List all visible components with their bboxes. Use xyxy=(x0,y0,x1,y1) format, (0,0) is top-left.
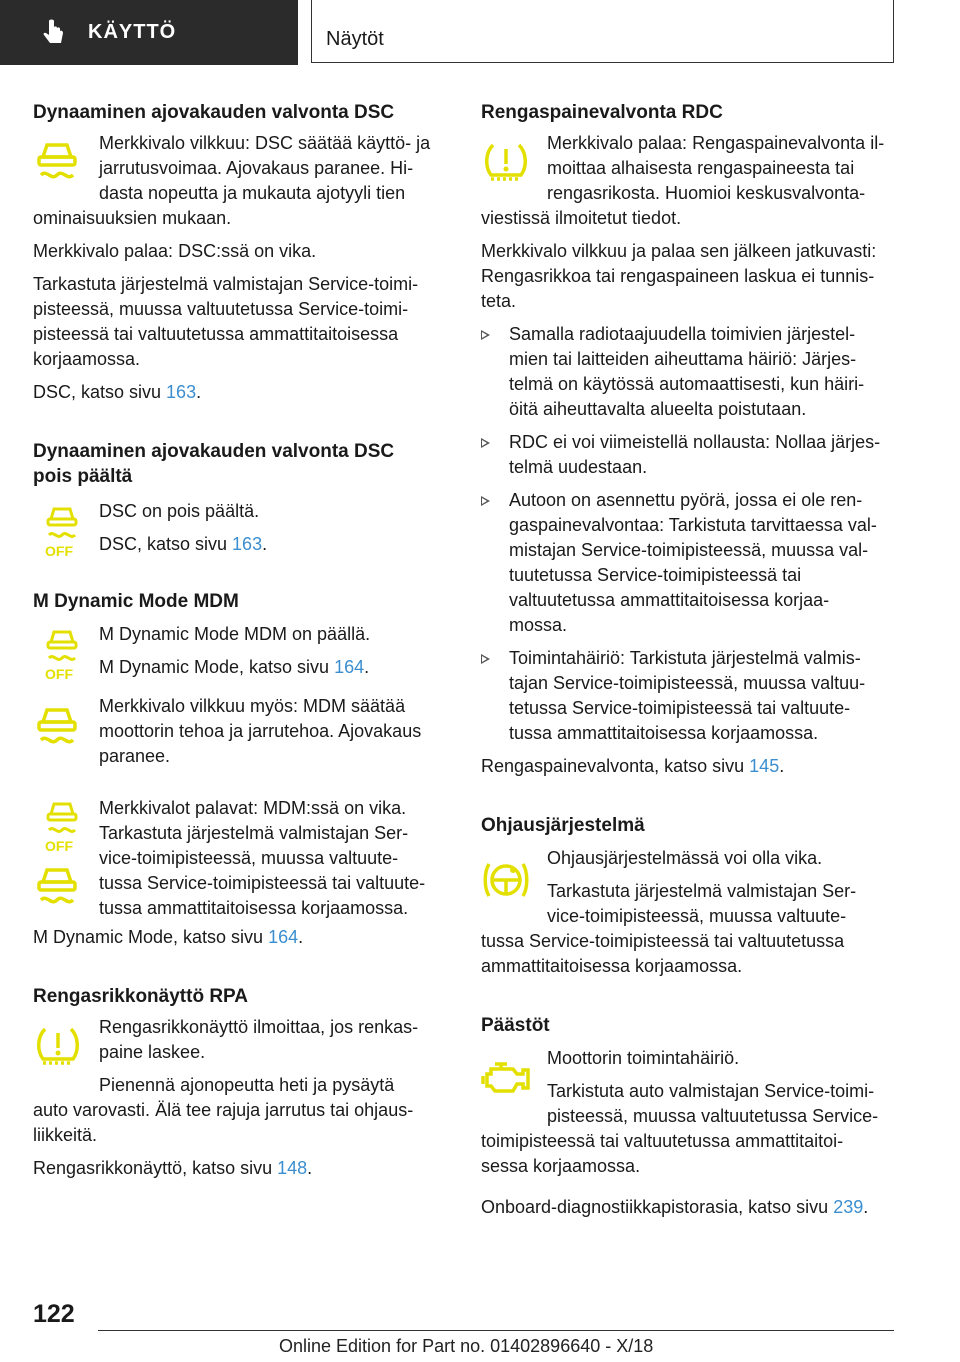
bullet-line: gaspainevalvontaa: Tarkistuta tarvittaessa val- xyxy=(509,515,877,535)
rdc-bullet-4 xyxy=(481,646,896,746)
steering-warning-icon xyxy=(483,856,529,900)
mdm-fault-warning-icon xyxy=(33,862,81,908)
page-link[interactable]: 164 xyxy=(334,657,365,677)
rdc-para1-line: rengasrikosta. Huomioi keskusvalvonta- xyxy=(547,183,866,203)
rdc-para1-line: moittaa alhaisesta rengaspaineesta tai xyxy=(547,158,855,178)
bullet-line: Autoon on asennettu pyörä, jossa ei ole ren- xyxy=(509,490,863,510)
mdm-heading: M Dynamic Mode MDM xyxy=(33,591,239,612)
right-column xyxy=(481,100,896,1220)
engine-warning-icon xyxy=(481,1060,531,1096)
mdm-off-icon xyxy=(45,628,79,680)
mdm-para3-line: Tarkastuta järjestelmä valmistajan Ser- xyxy=(99,823,409,843)
steering-para1: Ohjausjärjestelmässä voi olla vika. xyxy=(547,848,823,868)
dsc-para3-line: korjaamossa. xyxy=(33,349,141,369)
bullet-line: mien tai laitteiden aiheuttama häiriö: Järjes- xyxy=(509,349,857,369)
rpa-para1-line: paine laskee. xyxy=(99,1042,206,1062)
left-column xyxy=(33,100,448,1181)
svg-text:OFF: OFF xyxy=(45,543,73,557)
ref-text: Rengaspainevalvonta, katso sivu xyxy=(481,756,750,776)
bullet-triangle-icon xyxy=(481,330,490,340)
rpa-heading: Rengasrikkonäyttö RPA xyxy=(33,986,249,1007)
page-link[interactable]: 239 xyxy=(833,1197,864,1217)
mdm-warning-icon xyxy=(33,702,81,748)
rdc-bullet-1 xyxy=(481,322,896,422)
steering-para2-line: tussa Service-toimipisteessä tai valtuutetussa xyxy=(481,931,845,951)
dsc-para3: Tarkastuta järjestelmä valmistajan Service-toimi- xyxy=(33,274,419,294)
emissions-heading: Päästöt xyxy=(481,1015,550,1036)
rpa-para2: Pienennä ajonopeutta heti ja pysäytä xyxy=(99,1075,395,1095)
ref-text: DSC, katso sivu xyxy=(33,382,167,402)
bullet-line: Samalla radiotaajuudella toimivien järjestel- xyxy=(509,324,856,344)
emissions-para2: Tarkistuta auto valmistajan Service-toimi- xyxy=(547,1081,875,1101)
dsc-heading: Dynaaminen ajovakauden valvonta DSC xyxy=(33,102,395,123)
mdm-para3-line: tussa ammattitaitoisessa korjaamossa. xyxy=(99,898,409,918)
steering-para2-line: vice-toimipisteessä, muussa valtuute- xyxy=(547,906,847,926)
bullet-line: öitä aiheuttavalta alueelta poistutaan. xyxy=(509,399,807,419)
dsc-para3-line: pisteessä, muussa valtuutetussa Service-toimi- xyxy=(33,299,409,319)
ref-text: M Dynamic Mode, katso sivu xyxy=(33,927,269,947)
dsc-reference: DSC, katso sivu 163. xyxy=(33,382,202,402)
ref-text: DSC, katso sivu xyxy=(99,534,233,554)
rdc-para2-line: Rengasrikkoa tai rengaspaineen laskua ei tunnis- xyxy=(481,266,875,286)
rpa-para2-line: auto varovasti. Älä tee rajuja jarrutus tai ohjaus- xyxy=(33,1100,414,1120)
emissions-para2-line: sessa korjaamossa. xyxy=(481,1156,641,1176)
rpa-para2-line: liikkeitä. xyxy=(33,1125,98,1145)
section-title: KÄYTTÖ xyxy=(88,21,177,43)
emissions-para1: Moottorin toimintahäiriö. xyxy=(547,1048,740,1068)
bullet-triangle-icon xyxy=(481,438,490,448)
steering-para2: Tarkastuta järjestelmä valmistajan Ser- xyxy=(547,881,857,901)
page-link[interactable]: 163 xyxy=(166,382,197,402)
mdm-para3: Merkkivalot palavat: MDM:ssä on vika. xyxy=(99,798,407,818)
bullet-line: tajan Service-toimipisteessä, muussa valtuu- xyxy=(509,673,866,693)
mdm-para1: M Dynamic Mode MDM on päällä. xyxy=(99,624,371,644)
emissions-para2-line: toimipisteessä tai valtuutetussa ammattitaitoi- xyxy=(481,1131,844,1151)
page-link[interactable]: 145 xyxy=(749,756,780,776)
steering-para2-line: ammattitaitoisessa korjaamossa. xyxy=(481,956,743,976)
rdc-para2: Merkkivalo vilkkuu ja palaa sen jälkeen jatkuvasti: xyxy=(481,241,877,261)
rpa-para1: Rengasrikkonäyttö ilmoittaa, jos renkas- xyxy=(99,1017,419,1037)
svg-text:OFF: OFF xyxy=(45,838,73,852)
rdc-para1-line: viestissä ilmoitetut tiedot. xyxy=(481,208,682,228)
bullet-line: mistajan Service-toimipisteessä, muussa val- xyxy=(509,540,869,560)
dsc-para3-line: pisteessä tai valtuutetussa ammattitaitoisessa xyxy=(33,324,399,344)
bullet-line: telmä on käytössä automaattisesti, kun häiri- xyxy=(509,374,865,394)
mdm-para2: Merkkivalo vilkkuu myös: MDM säätää xyxy=(99,696,406,716)
dsc-warning-icon xyxy=(33,137,81,183)
mdm-para3-line: vice-toimipisteessä, muussa valtuute- xyxy=(99,848,399,868)
rdc-para2-line: teta. xyxy=(481,291,517,311)
bullet-line: tuutetussa Service-toimipisteessä tai xyxy=(509,565,802,585)
bullet-triangle-icon xyxy=(481,654,490,664)
hand-pointer-icon xyxy=(38,18,68,48)
bullet-line: RDC ei voi viimeistellä nollausta: Nollaa järjes- xyxy=(509,432,881,452)
dsc-para1-line: jarrutusvoimaa. Ajovakaus paranee. Hi- xyxy=(99,158,414,178)
footer-divider xyxy=(98,1330,894,1331)
bullet-line: mossa. xyxy=(509,615,568,635)
mdm-reference1: M Dynamic Mode, katso sivu 164. xyxy=(99,657,370,677)
bullet-line: tetussa Service-toimipisteessä tai valtuute- xyxy=(509,698,851,718)
dsc-para1-line: dasta nopeutta ja mukauta ajotyyli tien xyxy=(99,183,406,203)
emissions-reference: Onboard-diagnostiikkapistorasia, katso sivu 239. xyxy=(481,1197,869,1217)
steering-heading: Ohjausjärjestelmä xyxy=(481,815,645,836)
tire-pressure-warning-icon xyxy=(483,139,529,183)
dsc-off-icon xyxy=(45,505,79,557)
section-tab xyxy=(0,0,298,65)
dscoff-reference: DSC, katso sivu 163. xyxy=(99,534,268,554)
mdm-para3-line: tussa Service-toimipisteessä tai valtuute- xyxy=(99,873,426,893)
chapter-title: Näytöt xyxy=(326,28,384,50)
tire-pressure-warning-icon xyxy=(35,1023,81,1067)
bullet-line: Toimintahäiriö: Tarkistuta järjestelmä valmis- xyxy=(509,648,861,668)
dscoff-heading-line2: pois päältä xyxy=(33,466,133,487)
page-link[interactable]: 163 xyxy=(232,534,263,554)
footer-edition: Online Edition for Part no. 01402896640 - X/18 xyxy=(279,1336,654,1356)
ref-text: Onboard-diagnostiikkapistorasia, katso sivu xyxy=(481,1197,834,1217)
bullet-line: telmä uudestaan. xyxy=(509,457,648,477)
dsc-para2: Merkkivalo palaa: DSC:ssä on vika. xyxy=(33,241,317,261)
rdc-bullet-3 xyxy=(481,488,896,638)
bullet-line: tussa ammattitaitoisessa korjaamossa. xyxy=(509,723,819,743)
ref-text: M Dynamic Mode, katso sivu xyxy=(99,657,335,677)
bullet-triangle-icon xyxy=(481,496,490,506)
chapter-tab xyxy=(311,0,894,63)
dscoff-heading: Dynaaminen ajovakauden valvonta DSC xyxy=(33,441,395,462)
dsc-para1: Merkkivalo vilkkuu: DSC säätää käyttö- ja xyxy=(99,133,431,153)
page-number: 122 xyxy=(33,1300,75,1328)
mdm-para2-line: paranee. xyxy=(99,746,171,766)
mdm-off-fault-icon xyxy=(45,800,79,852)
mdm-reference2: M Dynamic Mode, katso sivu 164. xyxy=(33,927,304,947)
rdc-para1: Merkkivalo palaa: Rengaspainevalvonta il- xyxy=(547,133,885,153)
page-link[interactable]: 148 xyxy=(277,1158,308,1178)
rpa-reference: Rengasrikkonäyttö, katso sivu 148. xyxy=(33,1158,313,1178)
rdc-heading: Rengaspainevalvonta RDC xyxy=(481,102,723,123)
rdc-reference: Rengaspainevalvonta, katso sivu 145. xyxy=(481,756,785,776)
rdc-bullet-2 xyxy=(481,430,896,480)
svg-text:OFF: OFF xyxy=(45,666,73,680)
mdm-para2-line: moottorin tehoa ja jarrutehoa. Ajovakaus xyxy=(99,721,422,741)
page-link[interactable]: 164 xyxy=(268,927,299,947)
emissions-para2-line: pisteessä, muussa valtuutetussa Service- xyxy=(547,1106,879,1126)
dscoff-para1: DSC on pois päältä. xyxy=(99,501,260,521)
ref-text: Rengasrikkonäyttö, katso sivu xyxy=(33,1158,278,1178)
dsc-para1-line: ominaisuuksien mukaan. xyxy=(33,208,232,228)
bullet-line: valtuutetussa ammattitaitoisessa korjaa- xyxy=(509,590,830,610)
